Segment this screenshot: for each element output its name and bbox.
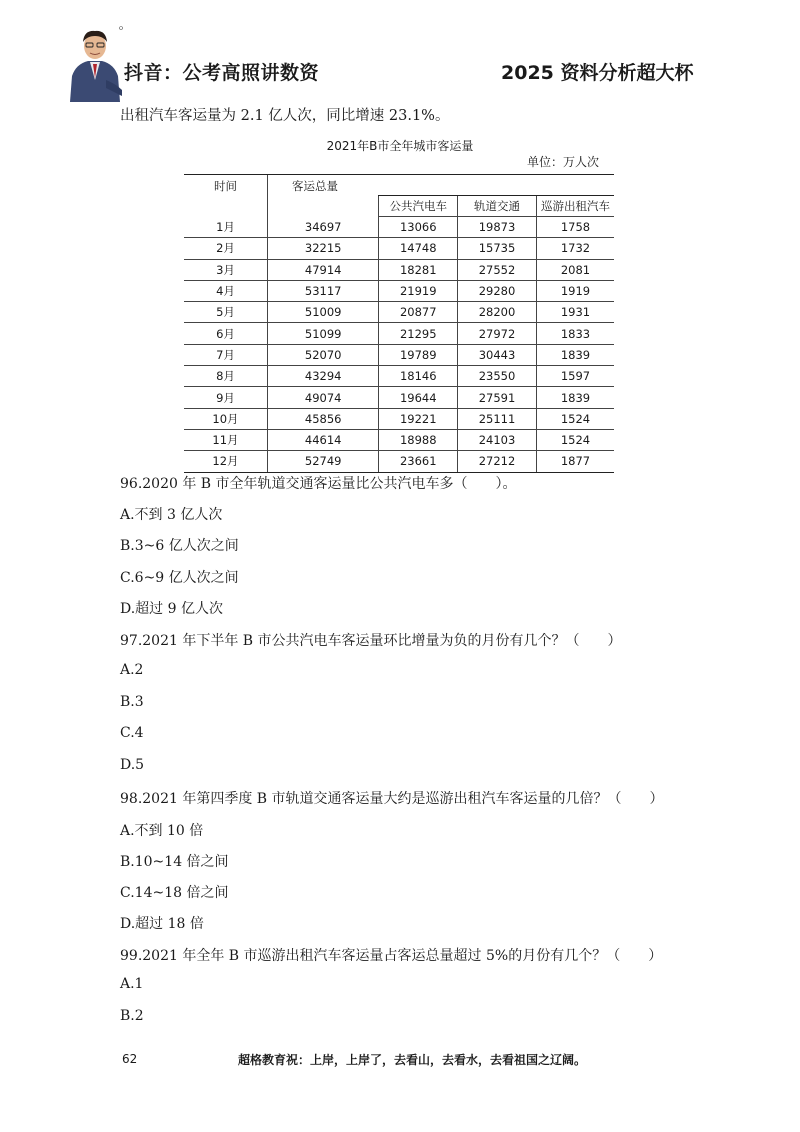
answer-option[interactable]: B.2 [120, 1008, 144, 1024]
value-cell: 13066 [379, 217, 458, 238]
value-cell: 45856 [267, 408, 378, 429]
answer-option[interactable]: B.3 [120, 694, 144, 710]
table-row [184, 238, 614, 259]
answer-option[interactable]: A.不到 3 亿人次 [120, 507, 223, 523]
column-header-bus: 公共汽电车 [379, 196, 458, 217]
column-header-taxi: 巡游出租汽车 [536, 196, 614, 217]
value-cell: 18281 [379, 259, 458, 280]
table-unit: 单位：万人次 [527, 155, 600, 169]
intro-text: 出租汽车客运量为 2.1 亿人次，同比增速 23.1%。 [120, 108, 450, 124]
answer-option[interactable]: B.10~14 倍之间 [120, 854, 229, 870]
month-cell: 5月 [184, 302, 267, 323]
value-cell: 24103 [458, 429, 537, 450]
month-cell: 8月 [184, 366, 267, 387]
table-row [184, 408, 614, 429]
column-header-time: 时间 [184, 175, 267, 217]
answer-option[interactable]: C.6~9 亿人次之间 [120, 570, 239, 586]
value-cell: 1833 [536, 323, 614, 344]
value-cell: 14748 [379, 238, 458, 259]
column-header-rail: 轨道交通 [458, 196, 537, 217]
value-cell: 51009 [267, 302, 378, 323]
answer-option[interactable]: B.3~6 亿人次之间 [120, 538, 239, 554]
table-row [184, 302, 614, 323]
value-cell: 21919 [379, 280, 458, 301]
answer-option[interactable]: C.4 [120, 725, 144, 741]
value-cell: 52749 [267, 451, 378, 472]
table-title: 2021年B市全年城市客运量 [326, 139, 474, 153]
table-row [184, 387, 614, 408]
value-cell: 18988 [379, 429, 458, 450]
value-cell: 19789 [379, 344, 458, 365]
passenger-volume-table [184, 174, 614, 473]
column-header-total: 客运总量 [267, 175, 378, 217]
table-row [184, 280, 614, 301]
question-stem: 97.2021 年下半年 B 市公共汽电车客运量环比增量为负的月份有几个？（ ） [120, 633, 622, 649]
value-cell: 1839 [536, 344, 614, 365]
value-cell: 44614 [267, 429, 378, 450]
month-cell: 6月 [184, 323, 267, 344]
value-cell: 20877 [379, 302, 458, 323]
value-cell: 1931 [536, 302, 614, 323]
month-cell: 12月 [184, 451, 267, 472]
page-number: 62 [122, 1052, 138, 1066]
answer-option[interactable]: D.超过 9 亿人次 [120, 601, 223, 617]
value-cell: 28200 [458, 302, 537, 323]
question-stem: 96.2020 年 B 市全年轨道交通客运量比公共汽电车多（ ）。 [120, 476, 517, 492]
month-cell: 11月 [184, 429, 267, 450]
value-cell: 27552 [458, 259, 537, 280]
answer-option[interactable]: A.2 [120, 662, 144, 678]
value-cell: 19221 [379, 408, 458, 429]
header-left-title: 抖音：公考高照讲数资 [124, 62, 320, 84]
answer-option[interactable]: A.不到 10 倍 [120, 823, 204, 839]
value-cell: 1839 [536, 387, 614, 408]
month-cell: 1月 [184, 217, 267, 238]
presenter-avatar [66, 24, 124, 102]
answer-option[interactable]: C.14~18 倍之间 [120, 885, 229, 901]
value-cell: 47914 [267, 259, 378, 280]
value-cell: 1732 [536, 238, 614, 259]
month-cell: 7月 [184, 344, 267, 365]
value-cell: 23550 [458, 366, 537, 387]
value-cell: 1877 [536, 451, 614, 472]
question-stem: 99.2021 年全年 B 市巡游出租汽车客运量占客运总量超过 5%的月份有几个？（ ） [120, 948, 663, 964]
question-stem: 98.2021 年第四季度 B 市轨道交通客运量大约是巡游出租汽车客运量的几倍？（ ） [120, 791, 664, 807]
month-cell: 9月 [184, 387, 267, 408]
header-right-title: 2025 资料分析超大杯 [501, 62, 694, 84]
value-cell: 52070 [267, 344, 378, 365]
value-cell: 15735 [458, 238, 537, 259]
table-row [184, 429, 614, 450]
value-cell: 30443 [458, 344, 537, 365]
value-cell: 2081 [536, 259, 614, 280]
value-cell: 25111 [458, 408, 537, 429]
value-cell: 1524 [536, 408, 614, 429]
table-row [184, 259, 614, 280]
value-cell: 49074 [267, 387, 378, 408]
month-cell: 2月 [184, 238, 267, 259]
answer-option[interactable]: D.超过 18 倍 [120, 916, 204, 932]
value-cell: 21295 [379, 323, 458, 344]
value-cell: 18146 [379, 366, 458, 387]
month-cell: 10月 [184, 408, 267, 429]
value-cell: 53117 [267, 280, 378, 301]
value-cell: 27212 [458, 451, 537, 472]
value-cell: 19644 [379, 387, 458, 408]
month-cell: 4月 [184, 280, 267, 301]
table-row [184, 366, 614, 387]
value-cell: 23661 [379, 451, 458, 472]
page-header [0, 0, 800, 110]
value-cell: 27972 [458, 323, 537, 344]
value-cell: 51099 [267, 323, 378, 344]
value-cell: 32215 [267, 238, 378, 259]
footer-slogan: 超格教育祝：上岸，上岸了，去看山，去看水，去看祖国之辽阔。 [238, 1053, 587, 1067]
value-cell: 27591 [458, 387, 537, 408]
table-row [184, 344, 614, 365]
value-cell: 1524 [536, 429, 614, 450]
value-cell: 34697 [267, 217, 378, 238]
value-cell: 1758 [536, 217, 614, 238]
column-header-group [379, 175, 614, 196]
value-cell: 43294 [267, 366, 378, 387]
value-cell: 1597 [536, 366, 614, 387]
value-cell: 29280 [458, 280, 537, 301]
table-row [184, 323, 614, 344]
table-row [184, 217, 614, 238]
answer-option[interactable]: A.1 [120, 976, 144, 992]
month-cell: 3月 [184, 259, 267, 280]
table-row [184, 451, 614, 472]
answer-option[interactable]: D.5 [120, 757, 145, 773]
value-cell: 19873 [458, 217, 537, 238]
value-cell: 1919 [536, 280, 614, 301]
